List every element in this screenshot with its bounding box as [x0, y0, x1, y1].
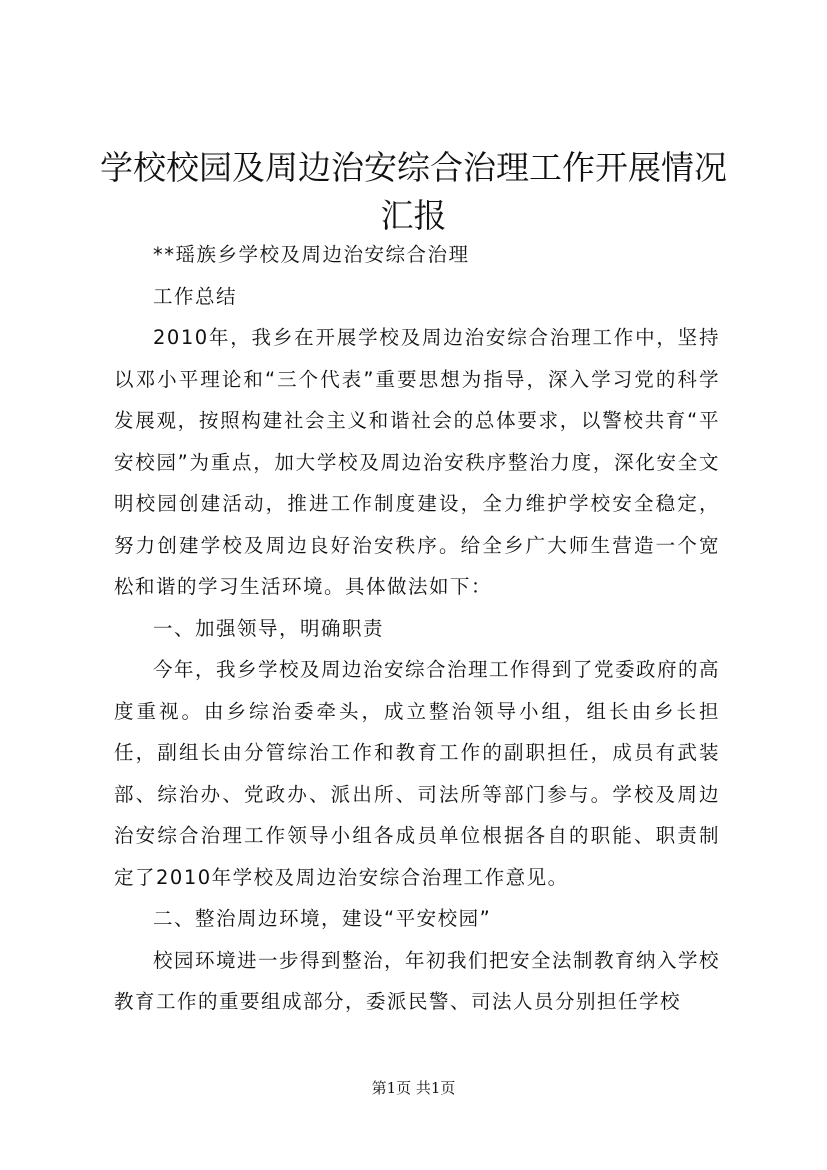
subtitle-line: **瑶族乡学校及周边治安综合治理 [153, 243, 470, 266]
document-title: 学校校园及周边治安综合治理工作开展情况汇报 [100, 148, 727, 235]
page-footer: 第1页 共1页 [371, 1079, 456, 1097]
body-paragraph: 今年，我乡学校及周边治安综合治理工作得到了党委政府的高度重视。由乡综治委牵头，成立整治领导小组，组长由乡长担任，副组长由分管综治工作和教育工作的副职担任，成员有武装部、综治办、党政办、派出所、司法所等部门参与。学校及周边治安综合治理工作领导小组各成员单位根据各自的职能、职责制定了2010年学校及周边治安综合治理工作意见。 [114, 658, 721, 889]
subtitle-line-2: 工作总结 [153, 284, 238, 308]
section-heading: 一、加强领导，明确职责 [153, 616, 385, 640]
section-heading: 二、整治周边环境，建设“平安校园” [153, 907, 492, 930]
body-paragraph: 校园环境进一步得到整治，年初我们把安全法制教育纳入学校教育工作的重要组成部分，委派民警、司法人员分别担任学校 [114, 948, 721, 1013]
body-paragraph: 2010年，我乡在开展学校及周边治安综合治理工作中，坚持以邓小平理论和“三个代表”重要思想为指导，深入学习党的科学发展观，按照构建社会主义和谐社会的总体要求，以警校共育“平安校园”为重点，加大学校及周边治安秩序整治力度，深化安全文明校园创建活动，推进工作制度建设，全力维护学校安全稳定，努力创建学校及周边良好治安秩序。给全乡广大师生营造一个宽松和谐的学习生活环境。具体做法如下： [114, 326, 720, 598]
document-body [114, 234, 720, 1023]
